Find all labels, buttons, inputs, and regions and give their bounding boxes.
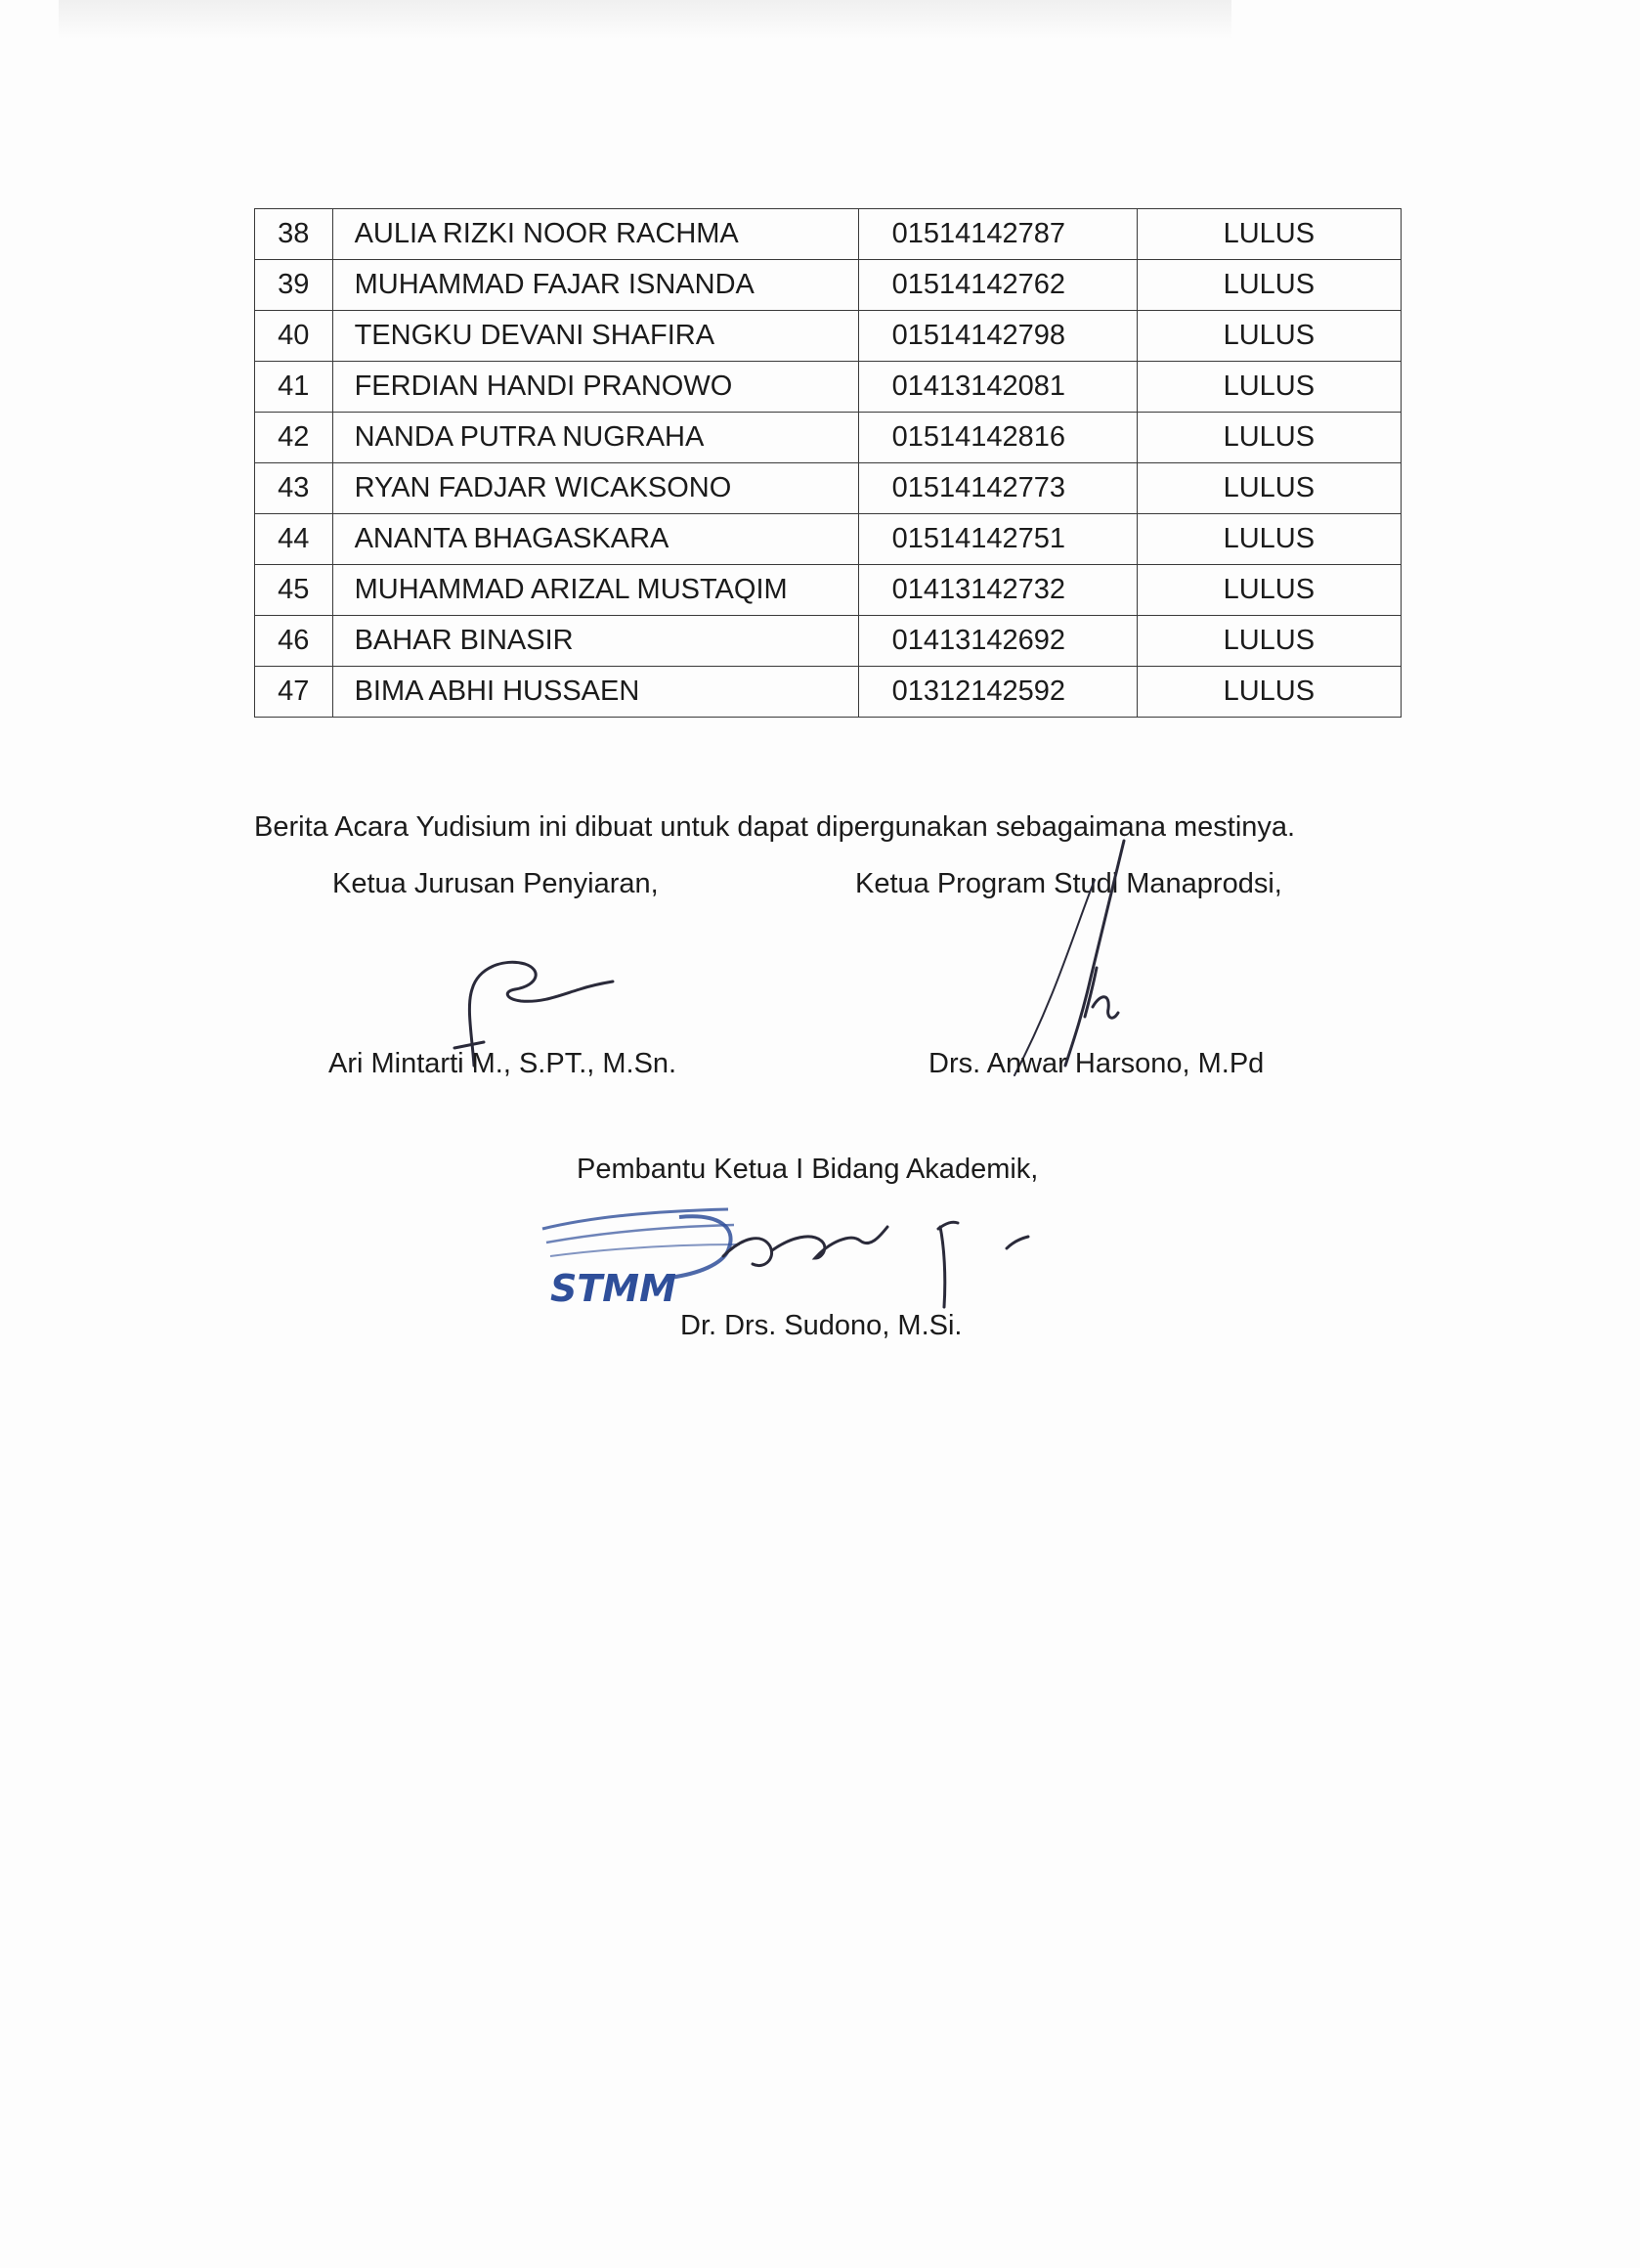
row-number: 42 [255, 413, 333, 463]
graduation-status: LULUS [1137, 616, 1401, 667]
bottom-signature [713, 1198, 1065, 1325]
graduation-status: LULUS [1137, 209, 1401, 260]
graduation-status: LULUS [1137, 311, 1401, 362]
graduation-status: LULUS [1137, 260, 1401, 311]
left-signatory-name: Ari Mintarti M., S.PT., M.Sn. [328, 1048, 677, 1079]
bottom-signatory-name: Dr. Drs. Sudono, M.Si. [680, 1310, 963, 1341]
student-name: NANDA PUTRA NUGRAHA [332, 413, 858, 463]
student-id: 01514142787 [858, 209, 1137, 260]
student-id: 01413142692 [858, 616, 1137, 667]
table-row [255, 311, 1402, 362]
student-name: MUHAMMAD ARIZAL MUSTAQIM [332, 565, 858, 616]
student-name: AULIA RIZKI NOOR RACHMA [332, 209, 858, 260]
table-row [255, 565, 1402, 616]
closing-statement: Berita Acara Yudisium ini dibuat untuk dapat dipergunakan sebagaimana mestinya. [254, 811, 1296, 843]
student-id: 01312142592 [858, 667, 1137, 718]
row-number: 46 [255, 616, 333, 667]
student-name: BAHAR BINASIR [332, 616, 858, 667]
student-name: RYAN FADJAR WICAKSONO [332, 463, 858, 514]
right-signatory-title: Ketua Program Studi Manaprodsi, [855, 868, 1282, 899]
student-id: 01413142081 [858, 362, 1137, 413]
table-row [255, 413, 1402, 463]
scan-shadow [59, 0, 1231, 39]
table-row [255, 667, 1402, 718]
student-name: MUHAMMAD FAJAR ISNANDA [332, 260, 858, 311]
student-name: FERDIAN HANDI PRANOWO [332, 362, 858, 413]
row-number: 47 [255, 667, 333, 718]
student-id: 01413142732 [858, 565, 1137, 616]
row-number: 41 [255, 362, 333, 413]
graduation-status: LULUS [1137, 565, 1401, 616]
student-id: 01514142751 [858, 514, 1137, 565]
table-row [255, 514, 1402, 565]
bottom-signatory-title: Pembantu Ketua I Bidang Akademik, [577, 1154, 1039, 1185]
stamp-text: STMM [550, 1267, 676, 1310]
row-number: 39 [255, 260, 333, 311]
graduation-status: LULUS [1137, 413, 1401, 463]
graduation-status: LULUS [1137, 514, 1401, 565]
row-number: 43 [255, 463, 333, 514]
left-signatory-title: Ketua Jurusan Penyiaran, [332, 868, 659, 899]
table-row [255, 209, 1402, 260]
graduation-table [254, 208, 1402, 718]
row-number: 38 [255, 209, 333, 260]
student-id: 01514142816 [858, 413, 1137, 463]
student-id: 01514142798 [858, 311, 1137, 362]
student-id: 01514142773 [858, 463, 1137, 514]
graduation-status: LULUS [1137, 362, 1401, 413]
student-name: BIMA ABHI HUSSAEN [332, 667, 858, 718]
table-row [255, 260, 1402, 311]
graduation-status: LULUS [1137, 667, 1401, 718]
student-name: TENGKU DEVANI SHAFIRA [332, 311, 858, 362]
table-row [255, 463, 1402, 514]
row-number: 40 [255, 311, 333, 362]
student-name: ANANTA BHAGASKARA [332, 514, 858, 565]
row-number: 45 [255, 565, 333, 616]
row-number: 44 [255, 514, 333, 565]
right-signatory-name: Drs. Anwar Harsono, M.Pd [928, 1048, 1265, 1079]
student-id: 01514142762 [858, 260, 1137, 311]
table-body [255, 209, 1402, 718]
graduation-status: LULUS [1137, 463, 1401, 514]
table-row [255, 616, 1402, 667]
table-row [255, 362, 1402, 413]
